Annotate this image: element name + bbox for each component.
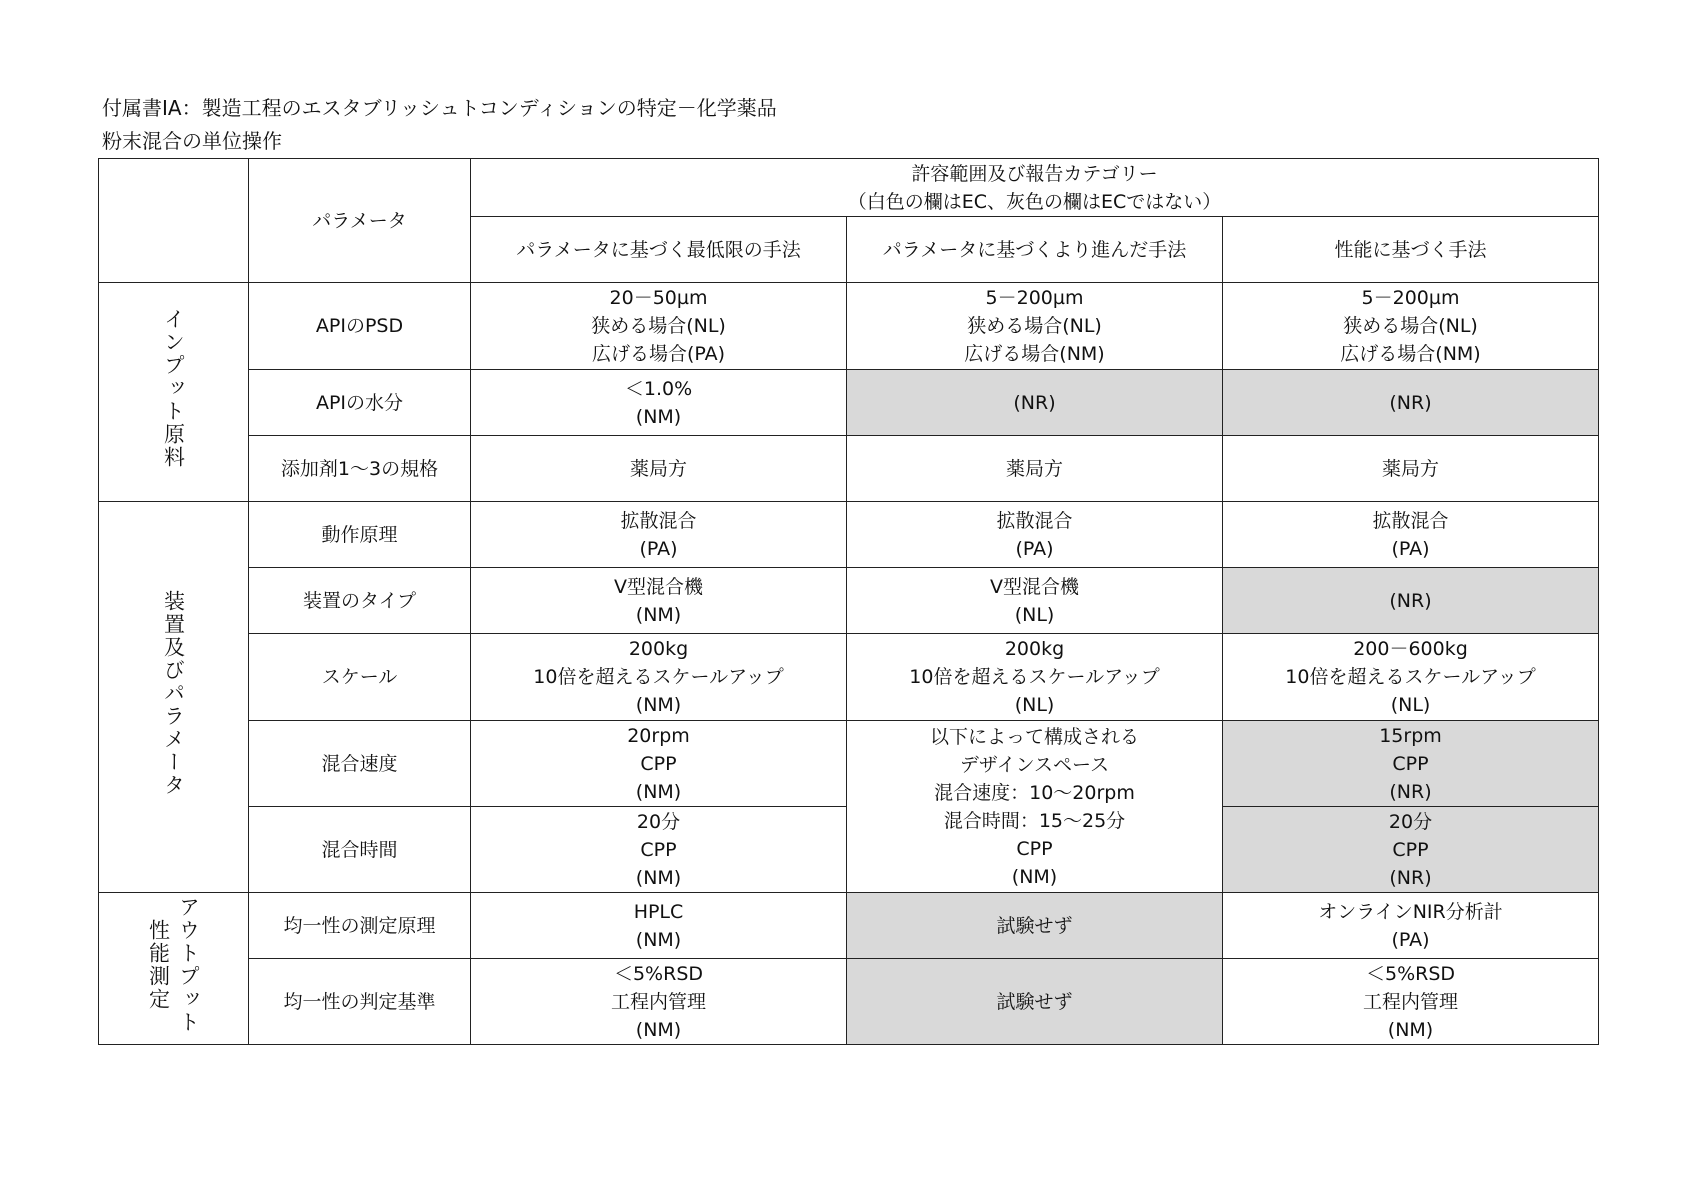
header-col-minimal [471, 217, 847, 283]
value-cell [847, 634, 1223, 721]
param-cell [249, 959, 471, 1045]
document-title: 付属書ⅠA：製造工程のエスタブリッシュトコンディションの特定－化学薬品 [102, 96, 777, 120]
cell-line: (PA) [1391, 928, 1430, 951]
param-label: 混合速度 [321, 752, 398, 775]
cell-line: (NM) [635, 928, 682, 951]
param-cell [249, 283, 471, 370]
cell-line: 10倍を超えるスケールアップ [533, 666, 784, 688]
cell-line: 15rpm [1379, 724, 1442, 747]
param-label: 混合時間 [321, 838, 398, 861]
value-cell-shaded [1223, 568, 1599, 634]
value-cell [471, 721, 847, 807]
cell-line: 狭める場合(NL) [591, 315, 726, 337]
param-cell [249, 568, 471, 634]
cell-line: HPLC [633, 900, 684, 923]
cell-line: (NR) [1389, 780, 1432, 803]
document-title-block [102, 92, 777, 158]
cell-line: 20rpm [627, 724, 690, 747]
cell-line: 5－200µm [1361, 287, 1460, 309]
cell-line: 薬局方 [1005, 457, 1063, 480]
cell-line: (NM) [635, 405, 682, 428]
cell-line: 拡散混合 [996, 509, 1073, 532]
cell-line: 20分 [1388, 810, 1433, 833]
table-row-equipment-type [99, 568, 1599, 634]
value-cell [1223, 436, 1599, 502]
value-cell-design-space [847, 721, 1223, 893]
cell-line: CPP [1392, 752, 1429, 775]
group-label-output-line2: 性能測定 [146, 918, 171, 1011]
cell-line: 試験せず [996, 990, 1073, 1013]
header-param-cell [249, 159, 471, 283]
cell-line: デザインスペース [959, 753, 1110, 776]
cell-line: (NM) [635, 694, 682, 716]
table-row-uniformity-criteria [99, 959, 1599, 1045]
cell-line: 200－600kg [1353, 638, 1468, 660]
header-category-note: （白色の欄はEC、灰色の欄はECではない） [847, 190, 1222, 213]
cell-line: ＜5%RSD [613, 962, 704, 985]
cell-line: 狭める場合(NL) [967, 315, 1102, 337]
param-label: APIの水分 [315, 391, 404, 414]
param-label: 添加剤1～3の規格 [280, 457, 439, 480]
value-cell-shaded [847, 893, 1223, 959]
value-cell [1223, 283, 1599, 370]
cell-line: 20－50µm [609, 287, 708, 309]
cell-line: CPP [1392, 838, 1429, 861]
value-cell [471, 436, 847, 502]
cell-line: (NM) [1011, 865, 1058, 888]
cell-line: 工程内管理 [610, 990, 706, 1013]
value-cell [1223, 893, 1599, 959]
cell-line: CPP [640, 838, 677, 861]
header-category-title: 許容範囲及び報告カテゴリー [911, 162, 1158, 185]
cell-line: 狭める場合(NL) [1343, 315, 1478, 337]
cell-line: 以下によって構成される [929, 725, 1139, 748]
param-label: 装置のタイプ [302, 589, 417, 612]
cell-line: (PA) [1391, 537, 1430, 560]
cell-line: (NR) [1389, 391, 1432, 414]
header-corner-cell [99, 159, 249, 283]
cell-line: 広げる場合(NM) [1340, 343, 1481, 365]
group-cell-output [99, 893, 249, 1045]
cell-line: V型混合機 [614, 575, 703, 598]
cell-line: 混合速度：10～20rpm [934, 781, 1135, 804]
param-cell [249, 893, 471, 959]
cell-line: (NM) [635, 780, 682, 803]
value-cell [847, 568, 1223, 634]
cell-line: オンラインNIR分析計 [1318, 900, 1503, 923]
value-cell-shaded [1223, 721, 1599, 807]
cell-line: CPP [1016, 837, 1053, 860]
cell-line: (PA) [639, 537, 678, 560]
param-cell [249, 436, 471, 502]
value-cell [471, 370, 847, 436]
header-col-enhanced [847, 217, 1223, 283]
group-cell-input [99, 283, 249, 502]
cell-line: (NL) [1390, 694, 1431, 716]
cell-line: 200kg [628, 638, 689, 660]
cell-line: 10倍を超えるスケールアップ [909, 666, 1160, 688]
header-row-1 [99, 159, 1599, 217]
cell-line: 薬局方 [629, 457, 687, 480]
cell-line: 試験せず [996, 914, 1073, 937]
cell-line: 広げる場合(NM) [964, 343, 1105, 365]
table-row-scale [99, 634, 1599, 721]
param-cell [249, 502, 471, 568]
value-cell [847, 283, 1223, 370]
cell-line: (NR) [1013, 391, 1056, 414]
cell-line: 20分 [636, 810, 681, 833]
table-row-principle [99, 502, 1599, 568]
value-cell [1223, 959, 1599, 1045]
cell-line: (NM) [1387, 1018, 1434, 1041]
param-label: APIのPSD [315, 315, 404, 337]
table-row-excipient [99, 436, 1599, 502]
value-cell [1223, 502, 1599, 568]
group-label-output-line1: アウトプット [176, 895, 201, 1034]
cell-line: 混合時間：15～25分 [943, 809, 1126, 832]
value-cell [471, 807, 847, 893]
param-label: 均一性の判定基準 [283, 990, 436, 1013]
cell-line: 5－200µm [985, 287, 1084, 309]
cell-line: 拡散混合 [1372, 509, 1449, 532]
cell-line: (NM) [635, 603, 682, 626]
cell-line: V型混合機 [990, 575, 1079, 598]
cell-line: 10倍を超えるスケールアップ [1285, 666, 1536, 688]
header-param-label: パラメータ [312, 209, 407, 232]
value-cell [471, 959, 847, 1045]
param-cell [249, 721, 471, 807]
cell-line: ＜1.0% [624, 377, 693, 400]
table-row-api-moisture [99, 370, 1599, 436]
value-cell [847, 502, 1223, 568]
value-cell-shaded [847, 959, 1223, 1045]
group-label-output [144, 896, 204, 1034]
group-label-equipment: 装置及びパラメータ [161, 589, 186, 797]
group-label-input: インプット原料 [161, 307, 186, 469]
param-cell [249, 634, 471, 721]
cell-line: 薬局方 [1382, 457, 1440, 480]
document-subtitle: 粉末混合の単位操作 [102, 129, 282, 153]
cell-line: 広げる場合(PA) [591, 343, 726, 365]
table-row-api-psd [99, 283, 1599, 370]
cell-line: 拡散混合 [620, 509, 697, 532]
header-col-performance [1223, 217, 1599, 283]
cell-line: (NL) [1014, 694, 1055, 716]
header-category-cell [471, 159, 1599, 217]
cell-line: (PA) [1015, 537, 1054, 560]
cell-line: 200kg [1004, 638, 1065, 660]
value-cell [1223, 634, 1599, 721]
value-cell [471, 283, 847, 370]
cell-line: CPP [640, 752, 677, 775]
cell-line: (NR) [1389, 589, 1432, 612]
header-col-performance-label: 性能に基づく手法 [1334, 238, 1487, 261]
cell-line: 工程内管理 [1363, 990, 1459, 1013]
cell-line: ＜5%RSD [1365, 962, 1456, 985]
value-cell [471, 568, 847, 634]
param-label: スケール [321, 666, 398, 688]
value-cell-shaded [847, 370, 1223, 436]
value-cell [471, 893, 847, 959]
cell-line: (NL) [1014, 603, 1055, 626]
param-cell [249, 370, 471, 436]
cell-line: (NR) [1389, 866, 1432, 889]
value-cell [471, 634, 847, 721]
table-row-mix-speed [99, 721, 1599, 807]
cell-line: (NM) [635, 866, 682, 889]
cell-line: (NM) [635, 1018, 682, 1041]
value-cell [471, 502, 847, 568]
group-cell-equipment [99, 502, 249, 893]
param-label: 動作原理 [321, 523, 398, 546]
value-cell [847, 436, 1223, 502]
established-conditions-table [98, 158, 1599, 1045]
value-cell-shaded [1223, 370, 1599, 436]
param-label: 均一性の測定原理 [283, 914, 436, 937]
param-cell [249, 807, 471, 893]
value-cell-shaded [1223, 807, 1599, 893]
table-row-uniformity-method [99, 893, 1599, 959]
header-col-minimal-label: パラメータに基づく最低限の手法 [516, 238, 801, 261]
header-col-enhanced-label: パラメータに基づくより進んだ手法 [882, 238, 1187, 261]
